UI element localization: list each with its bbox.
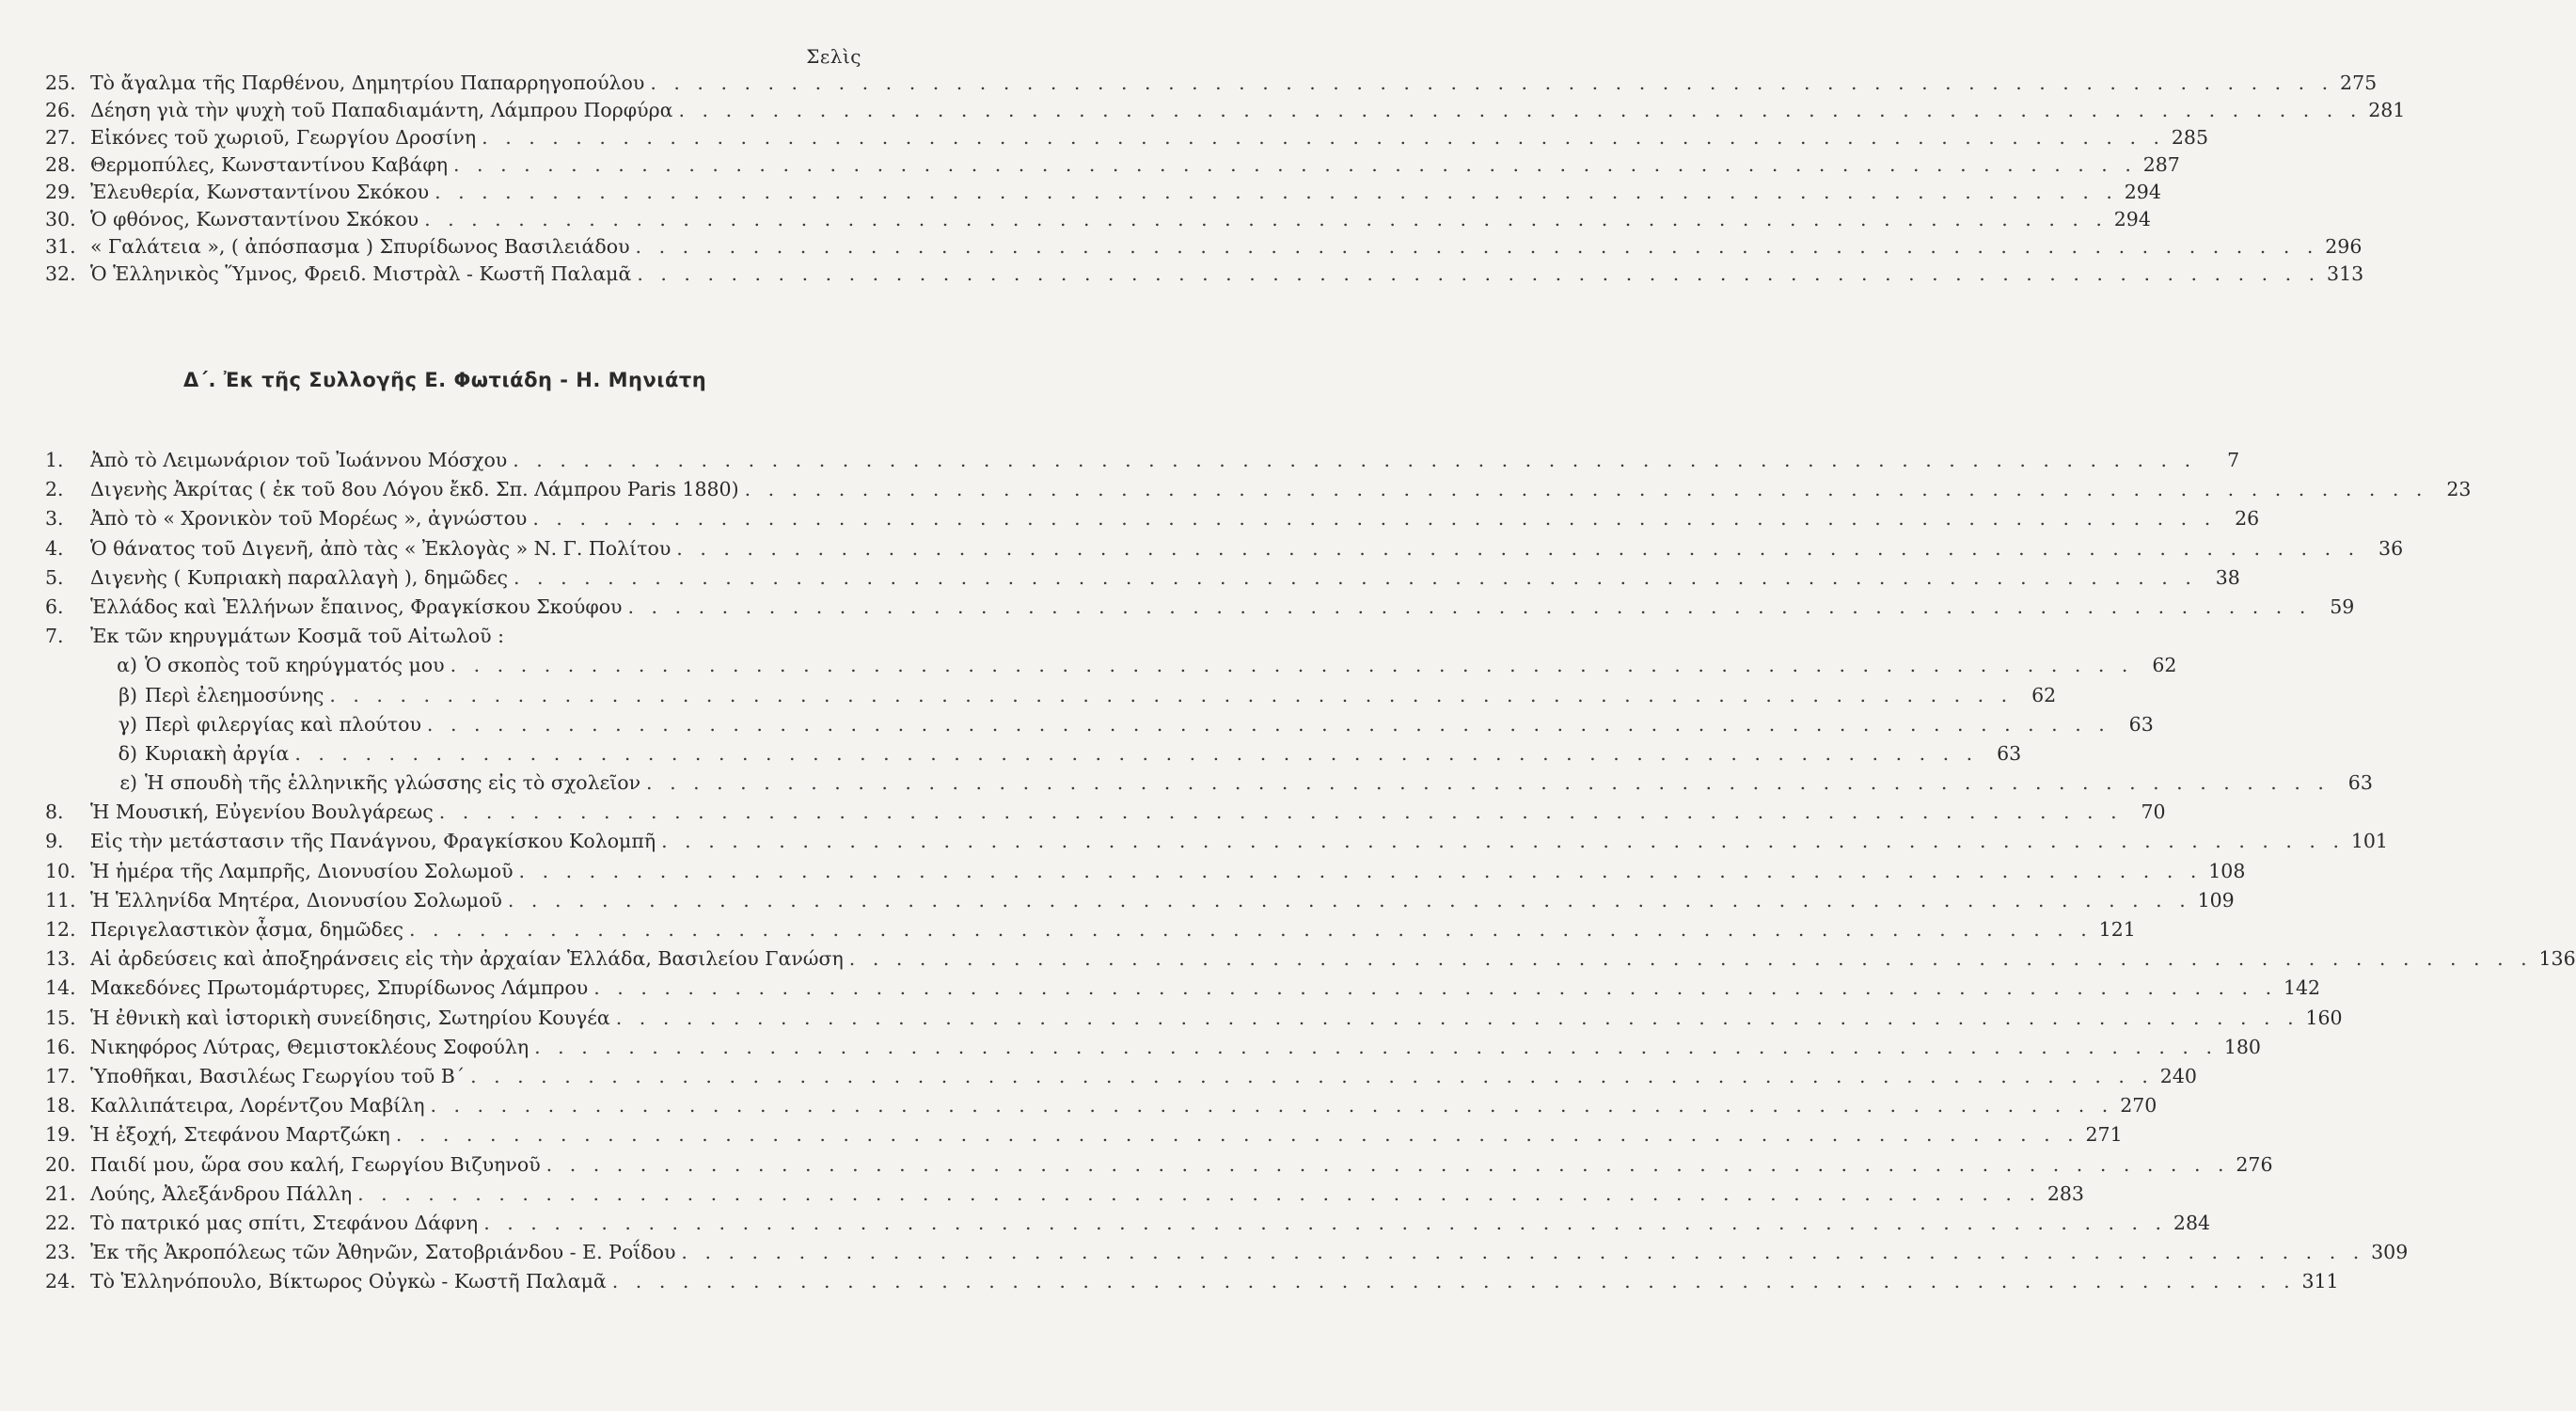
entry-number: 12. <box>45 918 76 941</box>
page-column-header: Σελὶς <box>806 45 861 68</box>
entry-number: 14. <box>45 976 76 1000</box>
toc-entry <box>45 1062 2197 1091</box>
entry-number: 26. <box>45 99 76 121</box>
entry-page: 36 <box>2378 536 2404 560</box>
toc-entry <box>45 1033 2261 1062</box>
toc-entry <box>45 179 2161 206</box>
entry-number: 25. <box>45 71 76 94</box>
entry-title: Αἱ ἀρδεύσεις καὶ ἀποξηράνσεις εἰς τὴν ἀρχαίαν Ἑλλάδα, Βασιλείου Γανώση <box>90 947 844 971</box>
entry-number: 9. <box>45 830 64 853</box>
toc-entry <box>45 1004 2343 1033</box>
entry-title: Ἡ ἐθνικὴ καὶ ἱστορικὴ συνείδησις, Σωτηρίου Κουγέα <box>90 1006 610 1029</box>
dot-leader <box>470 1062 2154 1091</box>
toc-entry <box>45 97 2406 124</box>
entry-page: 296 <box>2325 235 2363 258</box>
dot-leader <box>424 206 2108 233</box>
dot-leader <box>439 798 2123 827</box>
entry-title: Ἡ ἡμέρα τῆς Λαμπρῆς, Διονυσίου Σολωμοῦ <box>90 859 514 882</box>
toc-list-section-c <box>45 70 2406 288</box>
toc-entry <box>45 475 2472 504</box>
entry-page: 311 <box>2301 1270 2339 1293</box>
toc-entry <box>45 827 2388 856</box>
entry-page: 240 <box>2159 1064 2197 1087</box>
entry-title: Ἡ Μουσική, Εὐγενίου Βουλγάρεως <box>90 801 434 824</box>
entry-page: 294 <box>2113 208 2151 230</box>
dot-leader <box>593 974 2277 1003</box>
section-heading: Δ΄. Ἐκ τῆς Συλλογῆς Ε. Φωτιάδη - Η. Μηνιάτη <box>183 369 707 391</box>
entry-title: Καλλιπάτειρα, Λορέντζου Μαβίλη <box>90 1094 425 1118</box>
entry-page: 142 <box>2283 976 2321 1000</box>
toc-entry <box>45 261 2364 288</box>
entry-title: Ἡ ἐξοχή, Στεφάνου Μαρτζώκη <box>90 1123 390 1147</box>
toc-entry <box>45 1267 2339 1296</box>
entry-number: 2. <box>45 478 64 501</box>
entry-title: Τὸ Ἑλληνόπουλο, Βίκτωρος Οὐγκὼ - Κωστῆ Παλαμᾶ <box>90 1270 607 1293</box>
subentry-letter: α) <box>117 654 137 677</box>
entry-number: 27. <box>45 126 76 149</box>
dot-leader <box>483 1209 2167 1238</box>
dot-leader <box>650 70 2333 97</box>
entry-page: 270 <box>2120 1094 2157 1118</box>
entry-page: 101 <box>2350 830 2388 853</box>
entry-number: 1. <box>45 449 64 471</box>
entry-page: 70 <box>2141 801 2166 824</box>
entry-page: 283 <box>2047 1181 2084 1205</box>
entry-title: Ὑποθῆκαι, Βασιλέως Γεωργίου τοῦ Β΄ <box>90 1064 466 1087</box>
entry-page: 180 <box>2223 1035 2261 1058</box>
entry-title: Περιγελαστικὸν ᾆσμα, δημῶδες <box>90 918 403 941</box>
entry-page: 309 <box>2371 1241 2409 1264</box>
entry-title: Διγενὴς ( Κυπριακὴ παραλλαγὴ ), δημῶδες <box>90 565 508 589</box>
toc-entry <box>45 124 2209 151</box>
dot-leader <box>519 857 2203 886</box>
dot-leader <box>508 886 2191 915</box>
entry-number: 8. <box>45 801 64 824</box>
dot-leader <box>534 1033 2218 1062</box>
dot-leader <box>628 593 2312 622</box>
dot-leader <box>409 915 2093 944</box>
entry-title: Θερμοπύλες, Κωνσταντίνου Καβάφη <box>90 153 448 176</box>
dot-leader <box>646 769 2330 798</box>
toc-entry <box>45 944 2576 974</box>
dot-leader <box>676 534 2360 563</box>
dot-leader <box>612 1267 2296 1296</box>
entry-number: 31. <box>45 235 76 258</box>
dot-leader <box>396 1120 2079 1149</box>
entry-page: 287 <box>2142 153 2180 176</box>
entry-title: Ἑλλάδος καὶ Ἑλλήνων ἔπαινος, Φραγκίσκου Σκούφου <box>90 595 623 618</box>
dot-leader <box>546 1150 2230 1180</box>
entry-title: « Γαλάτεια », ( ἀπόσπασμα ) Σπυρίδωνος Βασιλειάδου <box>90 235 630 258</box>
toc-entry <box>45 1091 2157 1120</box>
toc-subentry <box>45 681 2057 710</box>
toc-entry <box>45 1180 2084 1209</box>
dot-leader <box>849 944 2533 974</box>
entry-title: Ὁ σκοπὸς τοῦ κηρύγματός μου <box>145 654 445 677</box>
entry-number: 28. <box>45 153 76 176</box>
dot-leader <box>357 1180 2041 1209</box>
entry-page: 62 <box>2031 683 2057 706</box>
entry-page: 108 <box>2208 859 2246 882</box>
entry-title: Περὶ ἐλεημοσύνης <box>145 683 324 706</box>
entry-page: 284 <box>2173 1211 2211 1234</box>
toc-entry <box>45 446 2240 475</box>
entry-number: 13. <box>45 947 76 971</box>
entry-page: 271 <box>2085 1123 2123 1147</box>
entry-title: Νικηφόρος Λύτρας, Θεμιστοκλέους Σοφούλη <box>90 1035 529 1058</box>
entry-title: Ἐκ τῆς Ἀκροπόλεως τῶν Ἀθηνῶν, Σατοβριάνδου - Ε. Ροΐδου <box>90 1241 676 1264</box>
entry-number: 3. <box>45 507 64 531</box>
entry-title: Περὶ φιλεργίας καὶ πλούτου <box>145 712 421 736</box>
entry-number: 23. <box>45 1241 76 1264</box>
entry-page: 7 <box>2227 449 2240 471</box>
dot-leader <box>450 651 2134 680</box>
entry-number: 18. <box>45 1094 76 1118</box>
entry-page: 121 <box>2098 918 2136 941</box>
entry-page: 63 <box>2347 771 2373 795</box>
entry-page: 63 <box>2128 712 2154 736</box>
toc-list-section-d <box>45 446 2576 1296</box>
entry-title: Λούης, Ἀλεξάνδρου Πάλλη <box>90 1181 353 1205</box>
toc-entry <box>45 233 2363 261</box>
toc-entry <box>45 1150 2273 1180</box>
dot-leader <box>329 681 2013 710</box>
entry-number: 17. <box>45 1064 76 1087</box>
entry-title: Διγενὴς Ἀκρίτας ( ἐκ τοῦ 8ου Λόγου ἔκδ. Σπ. Λάμπρου Paris 1880) <box>90 478 739 501</box>
entry-title: Τὸ ἄγαλμα τῆς Παρθένου, Δημητρίου Παπαρρηγοπούλου <box>90 71 645 94</box>
entry-number: 11. <box>45 888 76 912</box>
toc-entry <box>45 798 2166 827</box>
entry-title: Μακεδόνες Πρωτομάρτυρες, Σπυρίδωνος Λάμπρου <box>90 976 589 1000</box>
dot-leader <box>453 151 2137 179</box>
entry-page: 62 <box>2152 654 2177 677</box>
toc-entry <box>45 886 2235 915</box>
toc-entry <box>45 1209 2211 1238</box>
entry-number: 15. <box>45 1006 76 1029</box>
toc-entry <box>45 151 2180 179</box>
entry-number: 24. <box>45 1270 76 1293</box>
entry-page: 26 <box>2235 507 2260 531</box>
entry-title: Τὸ πατρικό μας σπίτι, Στεφάνου Δάφνη <box>90 1211 479 1234</box>
entry-number: 32. <box>45 262 76 285</box>
entry-page: 109 <box>2197 888 2235 912</box>
entry-title: Κυριακὴ ἀργία <box>145 741 290 765</box>
toc-entry <box>45 1120 2123 1149</box>
entry-page: 294 <box>2124 181 2161 203</box>
entry-page: 276 <box>2236 1152 2273 1176</box>
entry-number: 6. <box>45 595 64 618</box>
dot-leader <box>532 504 2216 533</box>
toc-subentry <box>45 739 2022 769</box>
entry-page: 136 <box>2538 947 2576 971</box>
toc-entry <box>45 1238 2409 1267</box>
subentry-letter: δ) <box>118 741 137 765</box>
subentry-letter: β) <box>119 683 137 706</box>
entry-number: 7. <box>45 625 64 648</box>
dot-leader <box>514 563 2197 593</box>
entry-page: 285 <box>2171 126 2209 149</box>
dot-leader <box>637 261 2320 288</box>
entry-number: 20. <box>45 1152 76 1176</box>
entry-number: 21. <box>45 1181 76 1205</box>
toc-entry <box>45 974 2321 1003</box>
entry-page: 275 <box>2340 71 2378 94</box>
entry-title: Εἰς τὴν μετάστασιν τῆς Πανάγνου, Φραγκίσκου Κολομπῆ <box>90 830 656 853</box>
toc-entry <box>45 70 2378 97</box>
toc-entry <box>45 915 2136 944</box>
dot-leader <box>616 1004 2299 1033</box>
entry-number: 29. <box>45 181 76 203</box>
toc-entry <box>45 622 865 651</box>
toc-subentry <box>45 769 2373 798</box>
dot-leader <box>681 1238 2364 1267</box>
toc-entry <box>45 504 2260 533</box>
entry-title: Ἐλευθερία, Κωνσταντίνου Σκόκου <box>90 181 430 203</box>
entry-page: 59 <box>2330 595 2355 618</box>
entry-page: 38 <box>2215 565 2240 589</box>
toc-entry <box>45 206 2151 233</box>
dot-leader <box>636 233 2319 261</box>
entry-page: 313 <box>2327 262 2364 285</box>
entry-title: Ὁ θάνατος τοῦ Διγενῆ, ἀπὸ τὰς « Ἐκλογὰς » Ν. Γ. Πολίτου <box>90 536 672 560</box>
toc-entry <box>45 563 2240 593</box>
toc-entry <box>45 593 2355 622</box>
dot-leader <box>482 124 2165 151</box>
dot-leader <box>435 179 2118 206</box>
entry-number: 10. <box>45 859 76 882</box>
entry-page: 63 <box>1997 741 2022 765</box>
entry-page: 23 <box>2446 478 2472 501</box>
dot-leader <box>513 446 2196 475</box>
entry-number: 22. <box>45 1211 76 1234</box>
entry-number: 4. <box>45 536 64 560</box>
dot-leader <box>427 710 2110 739</box>
entry-page: 281 <box>2368 99 2406 121</box>
entry-title: Δέηση γιὰ τὴν ψυχὴ τοῦ Παπαδιαμάντη, Λάμπρου Πορφύρα <box>90 99 673 121</box>
entry-title: Ὁ φθόνος, Κωνσταντίνου Σκόκου <box>90 208 419 230</box>
entry-title: Ἀπὸ τὸ « Χρονικὸν τοῦ Μορέως », ἀγνώστου <box>90 507 528 531</box>
entry-title: Ἡ σπουδὴ τῆς ἑλληνικῆς γλώσσης εἰς τὸ σχολεῖον <box>145 771 641 795</box>
entry-page: 160 <box>2305 1006 2343 1029</box>
dot-leader <box>661 827 2345 856</box>
entry-title: Ἐκ τῶν κηρυγμάτων Κοσμᾶ τοῦ Αἰτωλοῦ : <box>90 625 505 648</box>
toc-subentry <box>45 651 2177 680</box>
toc-subentry <box>45 710 2154 739</box>
entry-title: Παιδί μου, ὥρα σου καλή, Γεωργίου Βιζυηνοῦ <box>90 1152 541 1176</box>
entry-title: Εἰκόνες τοῦ χωριοῦ, Γεωργίου Δροσίνη <box>90 126 477 149</box>
entry-title: Ἡ Ἑλληνίδα Μητέρα, Διονυσίου Σολωμοῦ <box>90 888 502 912</box>
subentry-letter: γ) <box>118 712 137 736</box>
dot-leader <box>430 1091 2113 1120</box>
toc-entry <box>45 857 2246 886</box>
dot-leader <box>294 739 1978 769</box>
toc-entry <box>45 534 2404 563</box>
entry-number: 5. <box>45 565 64 589</box>
subentry-letter: ε) <box>119 771 137 795</box>
entry-number: 16. <box>45 1035 76 1058</box>
dot-leader <box>679 97 2363 124</box>
entry-number: 30. <box>45 208 76 230</box>
dot-leader <box>745 475 2428 504</box>
entry-title: Ἀπὸ τὸ Λειμωνάριον τοῦ Ἰωάννου Μόσχου <box>90 449 508 471</box>
entry-number: 19. <box>45 1123 76 1147</box>
entry-title: Ὁ Ἑλληνικὸς Ὕμνος, Φρειδ. Μιστρὰλ - Κωστῆ Παλαμᾶ <box>90 262 632 285</box>
